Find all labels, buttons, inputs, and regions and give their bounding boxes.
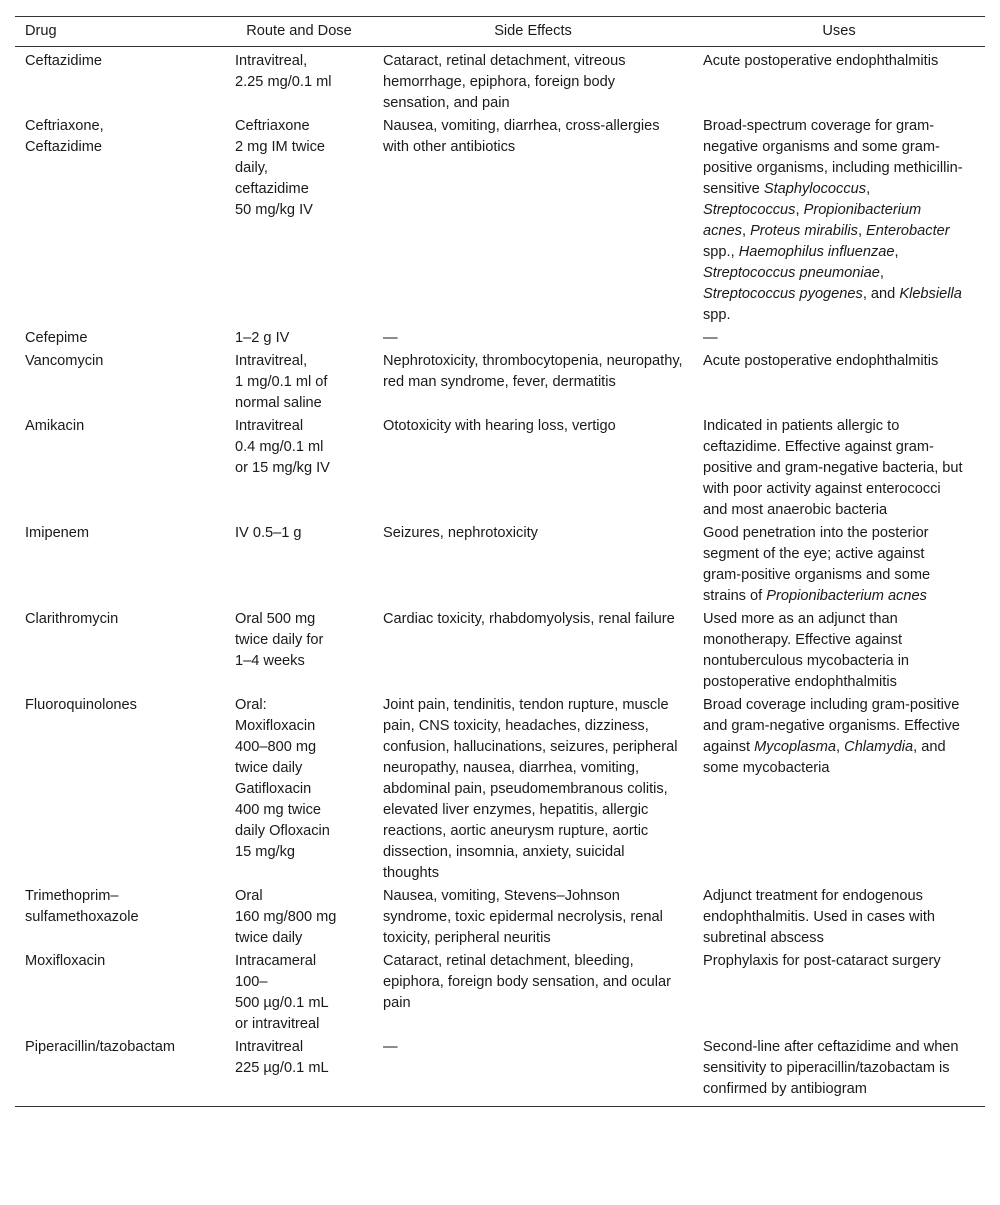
uses-cell [693, 694, 985, 885]
header-side-effects: Side Effects [494, 23, 572, 39]
uses-cell [693, 608, 985, 694]
route-dose-cell: Oral: Moxifloxacin 400–800 mg twice daily Gatifloxacin 400 mg twice daily Ofloxacin 15 mg/kg [235, 697, 330, 860]
table-body [15, 47, 985, 1107]
uses-text: Acute postoperative endophthalmitis [703, 353, 939, 369]
uses-text: Adjunct treatment for endogenous endophthalmitis. Used in cases with subretinal abscess [703, 888, 935, 946]
uses-cell [693, 350, 985, 415]
side-effects-cell: Nephrotoxicity, thrombocytopenia, neuropathy, red man syndrome, fever, dermatitis [383, 353, 683, 390]
uses-text: , and [862, 286, 900, 302]
uses-cell [693, 950, 985, 1036]
table-row [15, 950, 985, 1036]
route-dose-cell: Intravitreal, 2.25 mg/0.1 ml [235, 53, 332, 90]
route-dose-cell: Oral 500 mg twice daily for 1–4 weeks [235, 611, 324, 669]
uses-text: , [836, 739, 845, 755]
uses-cell [693, 47, 985, 116]
uses-text: , and some mycobacteria [703, 739, 946, 776]
uses-text: Used more as an adjunct than monotherapy. Effective against nontuberculous mycobacteria in postoperative endophthalmitis [703, 611, 910, 690]
uses-text: spp., [703, 244, 739, 260]
table-row [15, 115, 985, 327]
uses-text: , [857, 223, 867, 239]
route-dose-cell: 1–2 g IV [235, 330, 290, 346]
uses-text: — [703, 330, 718, 346]
uses-text: Second-line after ceftazidime and when sensitivity to piperacillin/tazobactam is confirmed by antibiogram [703, 1039, 959, 1097]
header-uses: Uses [822, 23, 856, 39]
uses-cell [693, 522, 985, 608]
organism-name: Staphylococcus [763, 181, 867, 197]
drug-cell: Ceftazidime [25, 53, 103, 69]
uses-text: , [879, 265, 884, 281]
side-effects-cell: Nausea, vomiting, Stevens–Johnson syndrome, toxic epidermal necrolysis, renal toxicity, peripheral neuritis [383, 888, 663, 946]
organism-name: Enterobacter [866, 223, 950, 239]
organism-name: Haemophilus influenzae [738, 244, 895, 260]
drug-cell: Vancomycin [25, 353, 104, 369]
route-dose-cell: Ceftriaxone 2 mg IM twice daily, ceftazidime 50 mg/kg IV [235, 118, 326, 218]
table-row [15, 350, 985, 415]
side-effects-cell: Joint pain, tendinitis, tendon rupture, muscle pain, CNS toxicity, headaches, dizziness, confusion, hallucinations, seizures, peripheral neuropathy, nausea, diarrhea, vomiting, abdominal pain, pseudomembranous colitis, elevated liver enzymes, hepatitis, allergic reactions, aortic aneurysm rupture, aortic dissection, insomnia, anxiety, suicidal thoughts [383, 697, 678, 881]
route-dose-cell: Oral 160 mg/800 mg twice daily [235, 888, 337, 946]
uses-cell [693, 885, 985, 950]
route-dose-cell: IV 0.5–1 g [235, 525, 302, 541]
side-effects-cell: Cardiac toxicity, rhabdomyolysis, renal failure [383, 611, 675, 627]
uses-text: , [741, 223, 751, 239]
drug-cell: Moxifloxacin [25, 953, 106, 969]
organism-name: Klebsiella [899, 286, 962, 302]
uses-text: , [866, 181, 871, 197]
drug-cell: Fluoroquinolones [25, 697, 137, 713]
drug-cell: Clarithromycin [25, 611, 119, 627]
route-dose-cell: Intravitreal, 1 mg/0.1 ml of normal saline [235, 353, 328, 411]
side-effects-cell: Seizures, nephrotoxicity [383, 525, 538, 541]
table-row [15, 608, 985, 694]
table-row [15, 885, 985, 950]
organism-name: Mycoplasma [754, 739, 837, 755]
uses-text: Good penetration into the posterior segment of the eye; active against gram-positive organisms and some strains of [703, 525, 931, 604]
uses-text: Broad coverage including gram-positive and gram-negative organisms. Effective against [703, 697, 960, 755]
organism-name: Chlamydia [844, 739, 914, 755]
table-row [15, 694, 985, 885]
header-row [15, 17, 985, 47]
table-row [15, 415, 985, 522]
uses-text: Broad-spectrum coverage for gram-negative organisms and some gram-positive organisms, including methicillin-sensitive [703, 118, 963, 197]
side-effects-cell: Nausea, vomiting, diarrhea, cross-allergies with other antibiotics [383, 118, 660, 155]
header-route-dose: Route and Dose [246, 23, 352, 39]
uses-text: spp. [703, 307, 731, 323]
uses-cell [693, 115, 985, 327]
drug-cell: Trimethoprim– sulfamethoxazole [25, 888, 139, 925]
organism-name: Propionibacterium acnes [766, 588, 927, 604]
side-effects-cell: Cataract, retinal detachment, vitreous hemorrhage, epiphora, foreign body sensation, and pain [383, 53, 626, 111]
uses-cell [693, 327, 985, 350]
side-effects-cell: Ototoxicity with hearing loss, vertigo [383, 418, 616, 434]
header-drug: Drug [25, 23, 57, 39]
table-row [15, 47, 985, 116]
drug-cell: Imipenem [25, 525, 90, 541]
side-effects-cell: — [383, 330, 398, 346]
uses-cell [693, 415, 985, 522]
uses-text: Prophylaxis for post-cataract surgery [703, 953, 941, 969]
table-row [15, 522, 985, 608]
organism-name: Proteus mirabilis [750, 223, 858, 239]
drug-cell: Amikacin [25, 418, 85, 434]
route-dose-cell: Intracameral 100– 500 µg/0.1 mL or intravitreal [235, 953, 329, 1032]
side-effects-cell: Cataract, retinal detachment, bleeding, epiphora, foreign body sensation, and ocular pain [383, 953, 672, 1011]
drug-table [15, 16, 985, 1107]
organism-name: Streptococcus pneumoniae [703, 265, 880, 281]
uses-text: , [795, 202, 804, 218]
route-dose-cell: Intravitreal 225 µg/0.1 mL [235, 1039, 329, 1076]
drug-cell: Piperacillin/tazobactam [25, 1039, 176, 1055]
table-row [15, 327, 985, 350]
uses-text: Acute postoperative endophthalmitis [703, 53, 939, 69]
drug-cell: Cefepime [25, 330, 88, 346]
side-effects-cell: — [383, 1039, 398, 1055]
organism-name: Propionibacterium acnes [703, 202, 922, 239]
organism-name: Streptococcus [703, 202, 796, 218]
route-dose-cell: Intravitreal 0.4 mg/0.1 ml or 15 mg/kg IV [235, 418, 330, 476]
drug-cell: Ceftriaxone, Ceftazidime [25, 118, 104, 155]
uses-cell [693, 1036, 985, 1107]
uses-text: Indicated in patients allergic to ceftazidime. Effective against gram-positive and gram-negative bacteria, but with poor activity against enterococci and most anaerobic bacteria [703, 418, 963, 518]
organism-name: Streptococcus pyogenes [703, 286, 863, 302]
table-row [15, 1036, 985, 1107]
uses-text: , [894, 244, 899, 260]
